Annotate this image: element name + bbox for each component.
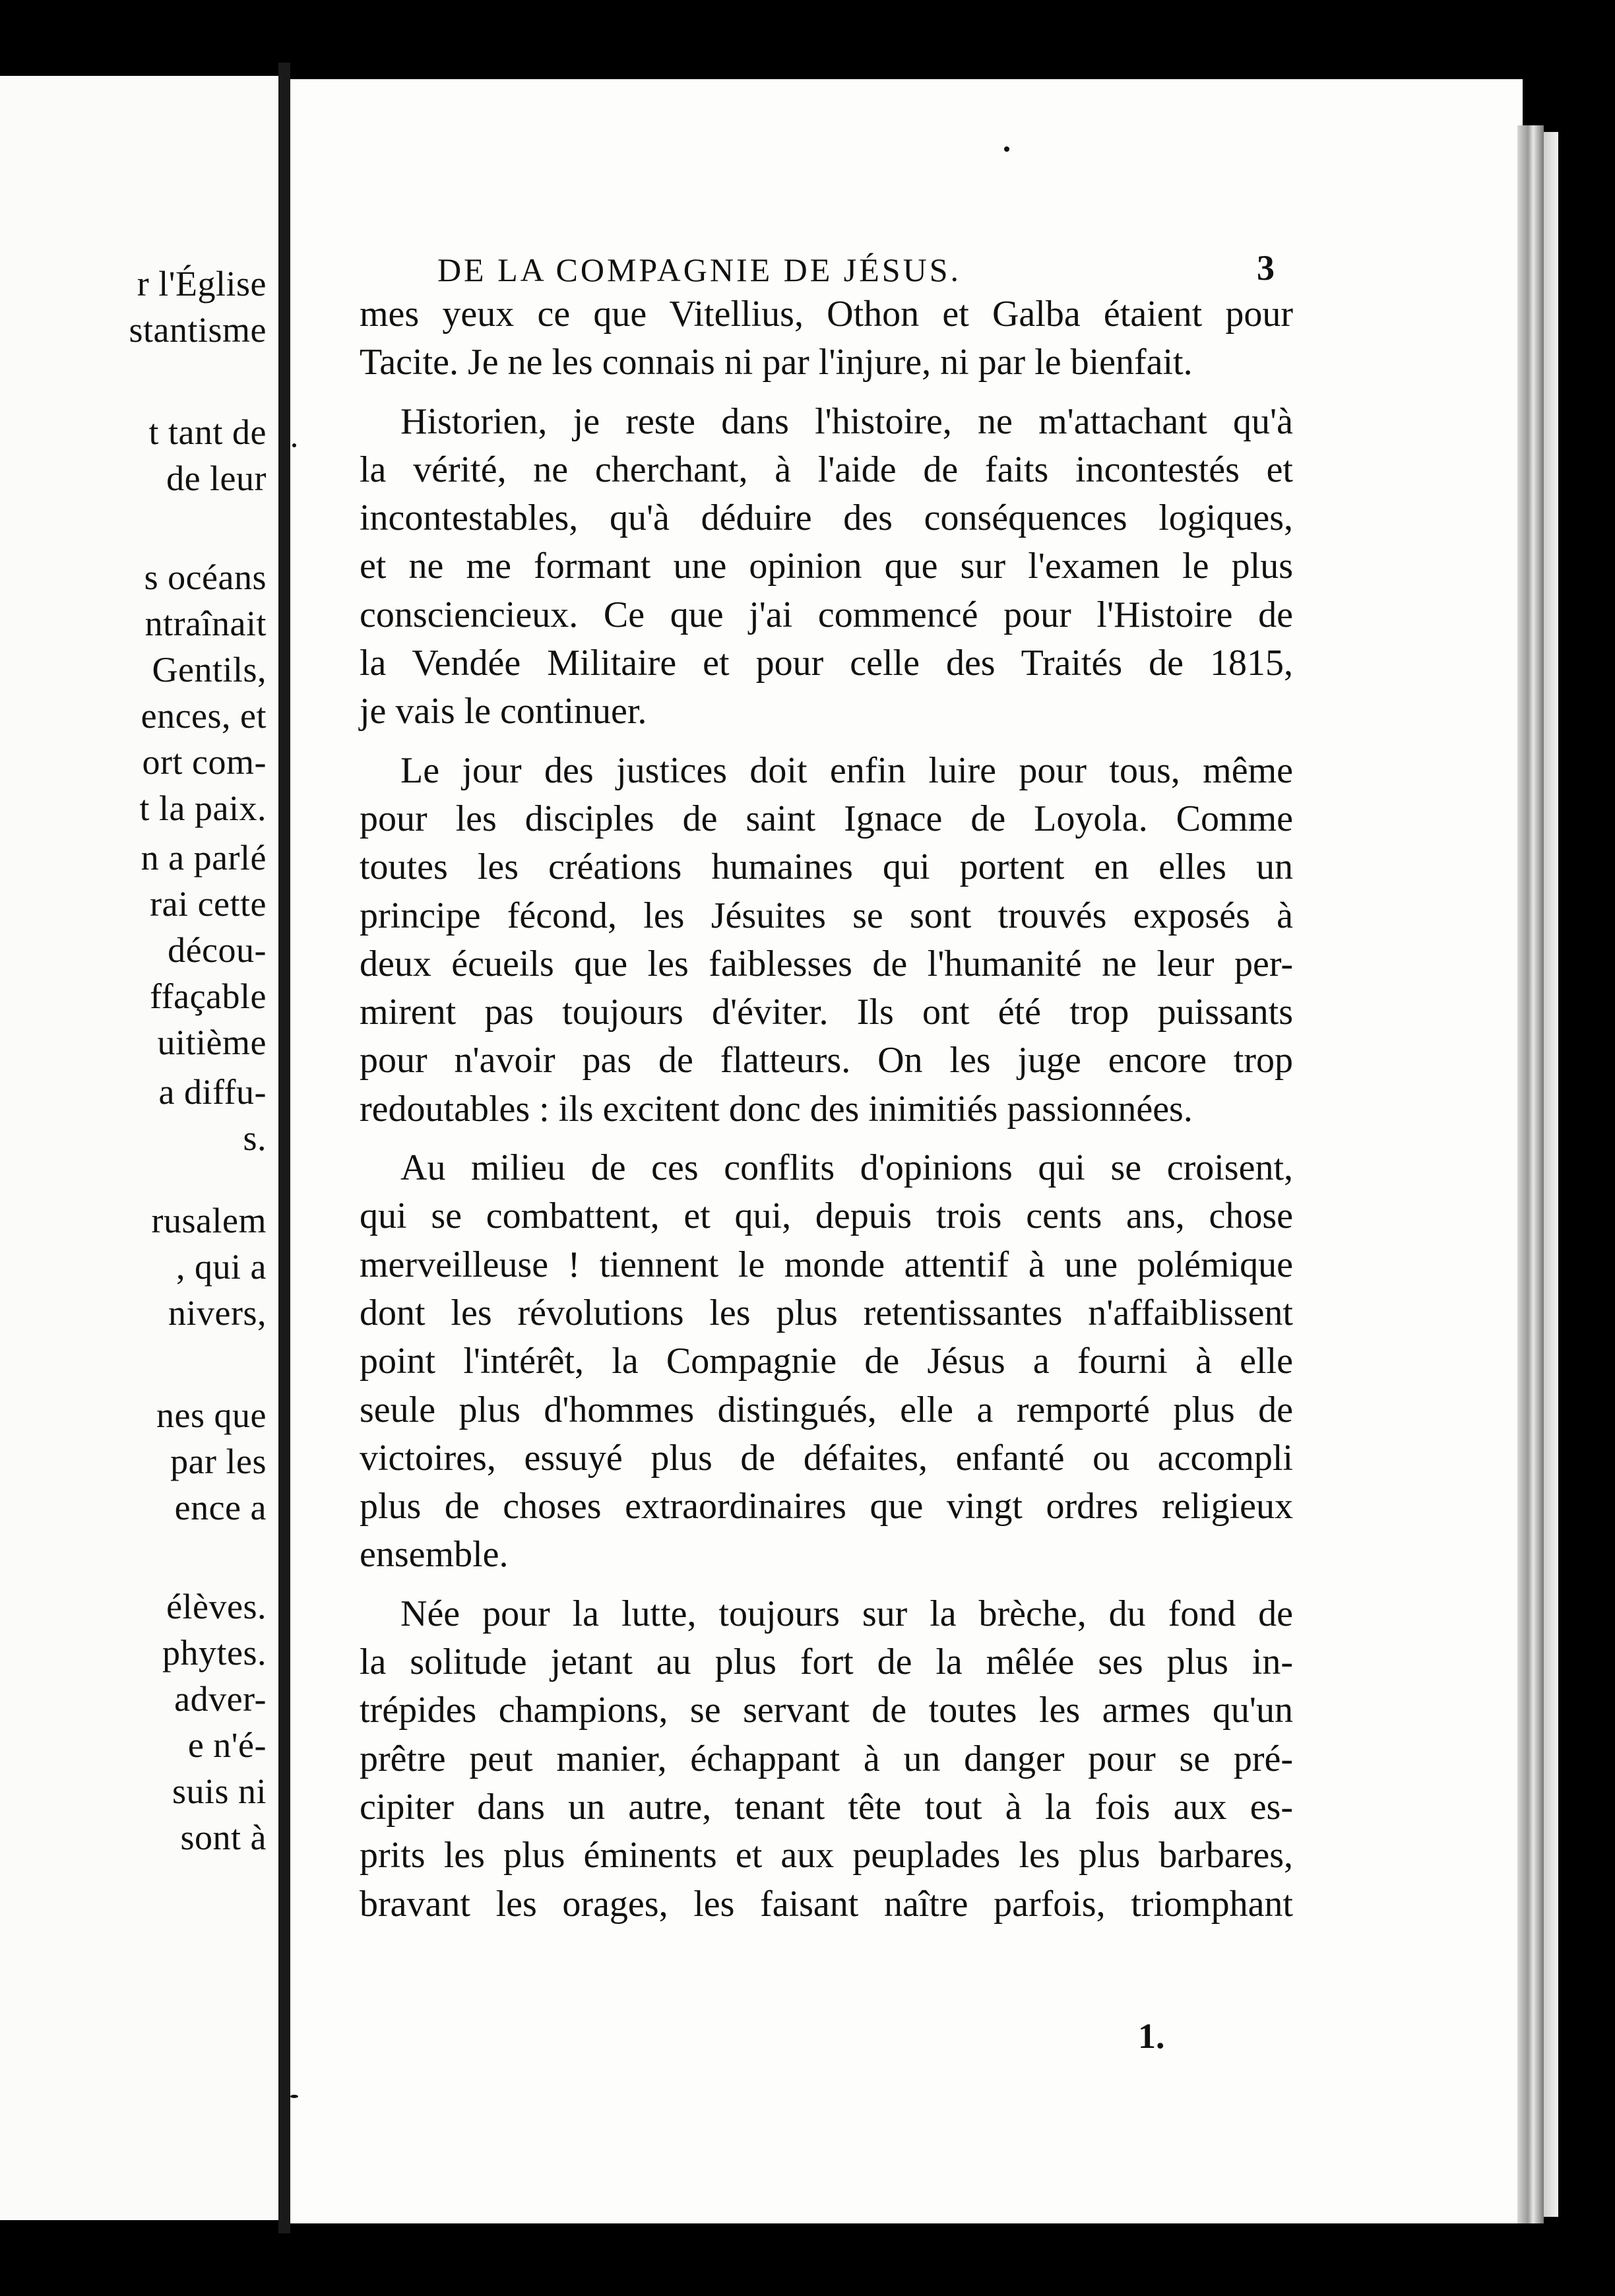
body-line: seule plus d'hommes distingués, elle a remporté plus de [360, 1389, 1293, 1430]
scan-speck [290, 2095, 298, 2098]
body-line: qui se combattent, et qui, depuis trois cents ans, chose [360, 1196, 1293, 1237]
left-page-line: nes que [156, 1395, 267, 1435]
body-text [360, 290, 1293, 1929]
body-line: la solitude jetant au plus fort de la mêlée ses plus in- [360, 1642, 1293, 1683]
body-line: cipiter dans un autre, tenant tête tout à la fois aux es- [360, 1786, 1293, 1828]
body-line: trépides champions, se servant de toutes les armes qu'un [360, 1690, 1293, 1731]
page-number: 3 [1257, 248, 1275, 288]
left-page-line: s. [243, 1118, 267, 1158]
paragraph-gap [360, 1579, 1293, 1590]
body-line: redoutables : ils excitent donc des inimitiés passionnées. [360, 1088, 1193, 1130]
left-page-line: ence a [174, 1488, 267, 1527]
body-line: ensemble. [360, 1534, 509, 1576]
body-line: mes yeux ce que Vitellius, Othon et Galba étaient pour [360, 294, 1293, 335]
body-line: dont les révolutions les plus retentissantes n'affaiblissent [360, 1292, 1293, 1333]
left-page-line: ences, et [141, 696, 267, 736]
left-page-line: par les [170, 1442, 267, 1481]
body-line: plus de choses extraordinaires que vingt ordres religieux [360, 1486, 1293, 1527]
body-line: pour les disciples de saint Ignace de Loyola. Comme [360, 798, 1293, 839]
paragraph-gap [360, 1133, 1293, 1144]
body-line: pour n'avoir pas de flatteurs. On les juge encore trop [360, 1040, 1293, 1081]
left-page-line: e n'é- [187, 1725, 267, 1765]
body-line: Au milieu de ces conflits d'opinions qui se croisent, [400, 1147, 1293, 1189]
body-line: mirent pas toujours d'éviter. Ils ont été trop puissants [360, 992, 1293, 1033]
left-page-line: de leur [166, 459, 267, 498]
body-line: deux écueils que les faiblesses de l'humanité ne leur per- [360, 943, 1293, 984]
body-line: merveilleuse ! tiennent le monde attentif à une polémique [360, 1244, 1293, 1285]
left-page-line: adver- [174, 1679, 267, 1719]
scan-speck [1004, 146, 1009, 152]
body-line: victoires, essuyé plus de défaites, enfanté ou accompli [360, 1437, 1293, 1479]
left-page-line: rusalem [151, 1201, 267, 1240]
body-line: prits les plus éminents et aux peuplades les plus barbares, [360, 1835, 1293, 1876]
body-line: point l'intérêt, la Compagnie de Jésus a fourni à elle [360, 1341, 1293, 1382]
running-head: DE LA COMPAGNIE DE JÉSUS. [437, 251, 962, 288]
body-line: Née pour la lutte, toujours sur la brèche, du fond de [400, 1593, 1293, 1634]
left-page-line: r l'Église [137, 264, 267, 303]
left-page [0, 76, 278, 2220]
signature-mark: 1. [1138, 2016, 1165, 2056]
body-line: bravant les orages, les faisant naître parfois, triomphant [360, 1883, 1293, 1925]
left-page-line: a diffu- [158, 1072, 267, 1112]
body-line: Le jour des justices doit enfin luire pour tous, même [400, 749, 1293, 791]
scan-speck [292, 443, 296, 447]
left-page-line: uitième [157, 1023, 267, 1062]
body-line: toutes les créations humaines qui portent en elles un [360, 846, 1293, 888]
left-page-line: , qui a [176, 1247, 267, 1287]
body-line: consciencieux. Ce que j'ai commencé pour l'Histoire de [360, 594, 1293, 635]
left-page-line: nivers, [168, 1293, 267, 1333]
page-edge-shadow [1517, 125, 1544, 2223]
body-line: Tacite. Je ne les connais ni par l'injure, ni par le bienfait. [360, 342, 1193, 383]
body-line: et ne me formant une opinion que sur l'examen le plus [360, 546, 1293, 587]
body-line: incontestables, qu'à déduire des conséquences logiques, [360, 497, 1293, 539]
paragraph-gap [360, 736, 1293, 747]
book-gutter [278, 63, 290, 2233]
left-page-line: s océans [144, 558, 267, 597]
body-line: je vais le continuer. [360, 691, 647, 732]
left-page-line: décou- [168, 930, 267, 970]
left-page-line: phytes. [162, 1633, 267, 1673]
left-page-line: stantisme [129, 310, 267, 350]
body-line: Historien, je reste dans l'histoire, ne m'attachant qu'à [400, 400, 1293, 442]
body-line: principe fécond, les Jésuites se sont trouvés exposés à [360, 895, 1293, 936]
body-line: prêtre peut manier, échappant à un danger pour se pré- [360, 1738, 1293, 1779]
page-edge-highlight [1544, 132, 1558, 2217]
left-page-line: rai cette [150, 884, 267, 924]
left-page-line: n a parlé [141, 838, 267, 877]
left-page-line: t tant de [148, 412, 267, 452]
left-page-line: élèves. [166, 1587, 267, 1626]
left-page-line: suis ni [172, 1771, 267, 1811]
paragraph-gap [360, 387, 1293, 398]
body-line: la Vendée Militaire et pour celle des Traités de 1815, [360, 643, 1293, 684]
left-page-line: ort com- [142, 742, 267, 782]
left-page-line: ffaçable [150, 976, 267, 1016]
left-page-line: t la paix. [139, 788, 267, 828]
body-line: la vérité, ne cherchant, à l'aide de faits incontestés et [360, 449, 1293, 490]
left-page-line: Gentils, [152, 650, 267, 689]
left-page-line: ntraînait [144, 604, 267, 643]
left-page-line: sont à [180, 1818, 267, 1857]
